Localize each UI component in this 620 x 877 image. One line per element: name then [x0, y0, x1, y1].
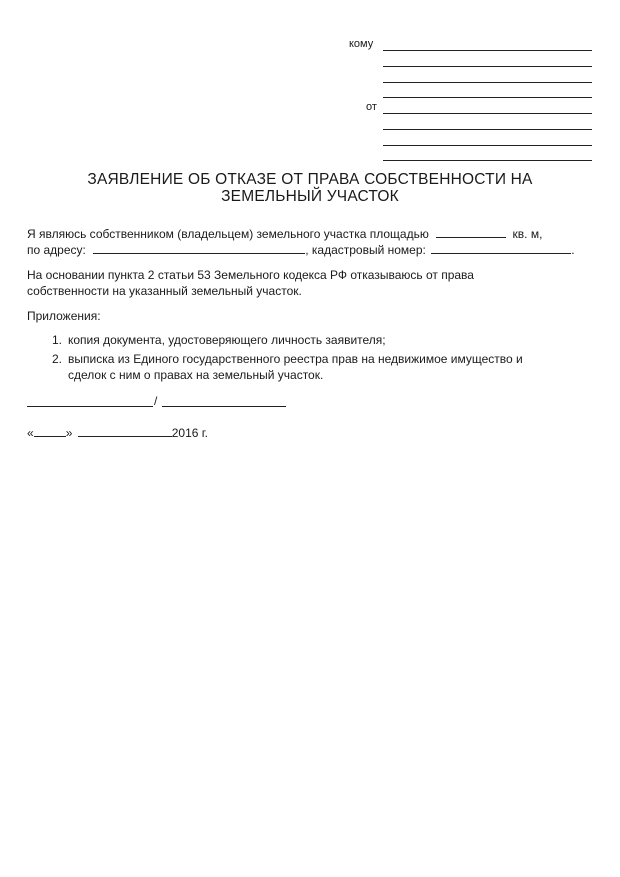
to-field-line-2[interactable]: [383, 66, 592, 67]
attachment-number: 1.: [52, 333, 63, 347]
from-field-line-2[interactable]: [383, 129, 592, 130]
attachment-text: выписка из Единого государственного реестра прав на недвижимое имущество и: [68, 352, 523, 366]
from-field-line-0[interactable]: [383, 97, 592, 98]
from-field-line-4[interactable]: [383, 160, 592, 161]
date-open-quote: «: [27, 426, 34, 440]
ownership-line-1: [27, 226, 542, 242]
day-field[interactable]: [34, 425, 66, 437]
to-field-line-3[interactable]: [383, 82, 592, 83]
area-field[interactable]: [436, 226, 506, 238]
to-field-line-1[interactable]: [383, 50, 592, 51]
from-field-line-3[interactable]: [383, 145, 592, 146]
attachment-text: сделок с ним о правах на земельный участок.: [68, 368, 324, 382]
area-unit: кв. м,: [512, 227, 543, 241]
address-field[interactable]: [93, 242, 305, 254]
cadastral-number-field[interactable]: [431, 242, 571, 254]
attachment-number: 2.: [52, 352, 63, 366]
attachments-label: Приложения:: [27, 309, 101, 323]
from-label: от: [366, 101, 377, 113]
signature-separator: /: [154, 394, 158, 408]
date-close-quote: »: [65, 426, 73, 440]
attachment-text: копия документа, удостоверяющего личность заявителя;: [68, 333, 386, 347]
signature-field[interactable]: [27, 406, 153, 407]
date-line: [27, 425, 208, 441]
name-field[interactable]: [162, 406, 286, 407]
sentence-end: .: [571, 243, 575, 257]
month-field[interactable]: [78, 425, 172, 437]
title-line-1: ЗАЯВЛЕНИЕ ОБ ОТКАЗЕ ОТ ПРАВА СОБСТВЕННОСТИ НА: [87, 171, 533, 188]
title-line-2: ЗЕМЕЛЬНЫЙ УЧАСТОК: [221, 188, 399, 205]
to-label: кому: [349, 38, 374, 50]
from-field-line-1[interactable]: [383, 113, 592, 114]
waiver-line-2: собственности на указанный земельный участок.: [27, 284, 302, 298]
ownership-line-2: [27, 242, 575, 258]
year-text: 2016 г.: [171, 426, 208, 440]
document-title: [40, 171, 580, 205]
waiver-line-1: На основании пункта 2 статьи 53 Земельного кодекса РФ отказываюсь от права: [27, 268, 474, 282]
cadastral-label: , кадастровый номер:: [305, 243, 426, 257]
address-label: по адресу:: [27, 243, 86, 257]
ownership-text: Я являюсь собственником (владельцем) земельного участка площадью: [27, 227, 429, 241]
